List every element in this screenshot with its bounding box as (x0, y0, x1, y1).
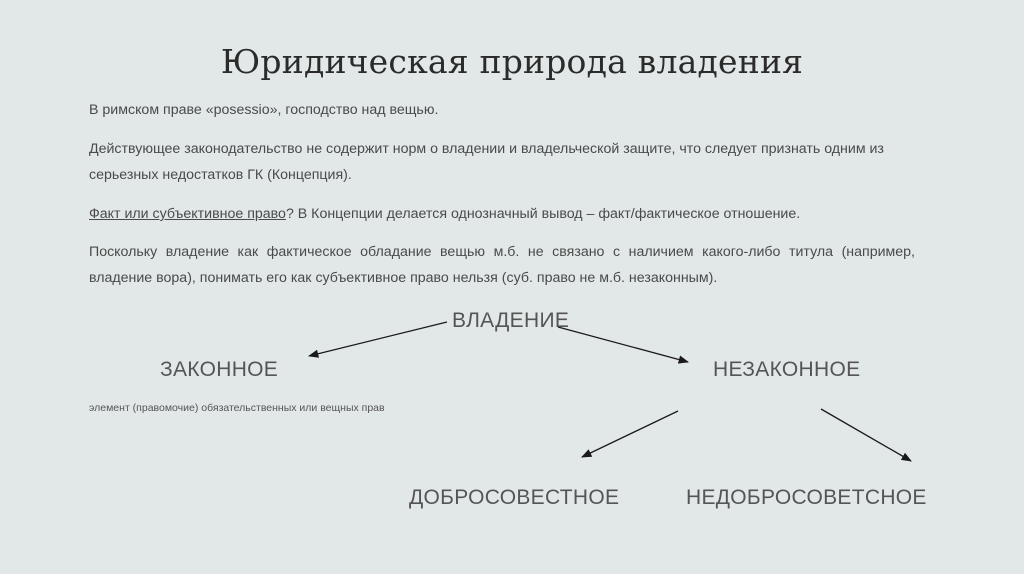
legal-note: элемент (правомочие) обязательственных или вещных прав (89, 402, 385, 414)
paragraph-possession-not-right: Поскольку владение как фактическое обладание вещью м.б. не связано с наличием какого-либо титула (например, владение вора), понимать его как субъективное право нельзя (суб. право не м.б. незаконным). (89, 244, 915, 286)
fact-or-right-link[interactable]: Факт или субъективное право (89, 206, 286, 222)
node-illegal: НЕЗАКОННОЕ (713, 358, 861, 381)
node-bad-faith: НЕДОБРОСОВЕТСНОЕ (686, 486, 927, 509)
node-legal: ЗАКОННОЕ (160, 358, 279, 381)
arrow-to-bad-faith (821, 409, 911, 461)
arrow-to-illegal (558, 327, 688, 362)
arrow-to-legal (309, 322, 447, 356)
slide-title: Юридическая природа владения (220, 42, 804, 81)
arrow-to-good-faith (582, 411, 678, 457)
paragraph-roman-law: В римском праве «posessio», господство над вещью. (89, 102, 439, 118)
node-good-faith: ДОБРОСОВЕСТНОЕ (409, 486, 620, 509)
paragraph-legislation: Действующее законодательство не содержит норм о владении и владельческой защите, что следует признать одним из серьезных недостатков ГК (Концепция). (89, 141, 884, 183)
fact-or-right-rest: ? В Концепции делается однозначный вывод – факт/фактическое отношение. (285, 206, 801, 222)
node-possession: ВЛАДЕНИЕ (452, 309, 570, 332)
